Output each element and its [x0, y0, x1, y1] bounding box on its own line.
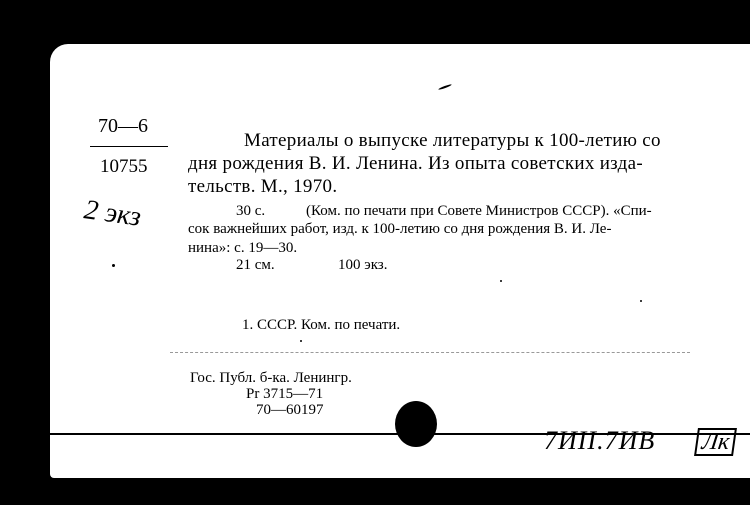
series-note-line-1: (Ком. по печати при Совете Министров СССР). «Спи-	[306, 203, 652, 219]
series-note-line-2: сок важнейших работ, изд. к 100-летию со дня рождения В. И. Ле-	[188, 221, 612, 237]
card-punch-hole	[395, 401, 437, 447]
faint-rule	[170, 352, 690, 353]
ink-speck	[500, 280, 502, 282]
title-line-3: тельств. М., 1970.	[188, 176, 338, 197]
library-name: Гос. Публ. б-ка. Ленингр.	[190, 370, 352, 386]
handwritten-stamp: 7ИII.7ИВ	[544, 426, 656, 455]
call-number-divider	[90, 146, 168, 147]
handwritten-copies-note: 2 экз	[82, 194, 143, 233]
record-number: 70—60197	[256, 402, 324, 418]
call-number: 70—6	[98, 115, 148, 137]
print-run: 100 экз.	[338, 257, 388, 273]
title-line-2: дня рождения В. И. Ленина. Из опыта советских изда-	[188, 153, 643, 174]
series-note-line-3: нина»: с. 19—30.	[188, 240, 298, 256]
ink-speck	[112, 264, 115, 267]
registration-number: Pr 3715—71	[246, 386, 324, 402]
ink-speck	[300, 340, 302, 342]
subject-heading: 1. СССР. Ком. по печати.	[242, 317, 401, 333]
handwritten-mark: Лк	[694, 428, 737, 456]
inventory-number: 10755	[100, 156, 148, 177]
book-size: 21 см.	[236, 257, 275, 273]
pages-count: 30 с.	[236, 203, 266, 219]
title-line-1: Материалы о выпуске литературы к 100-летию со	[244, 130, 661, 151]
ink-speck	[640, 300, 642, 302]
